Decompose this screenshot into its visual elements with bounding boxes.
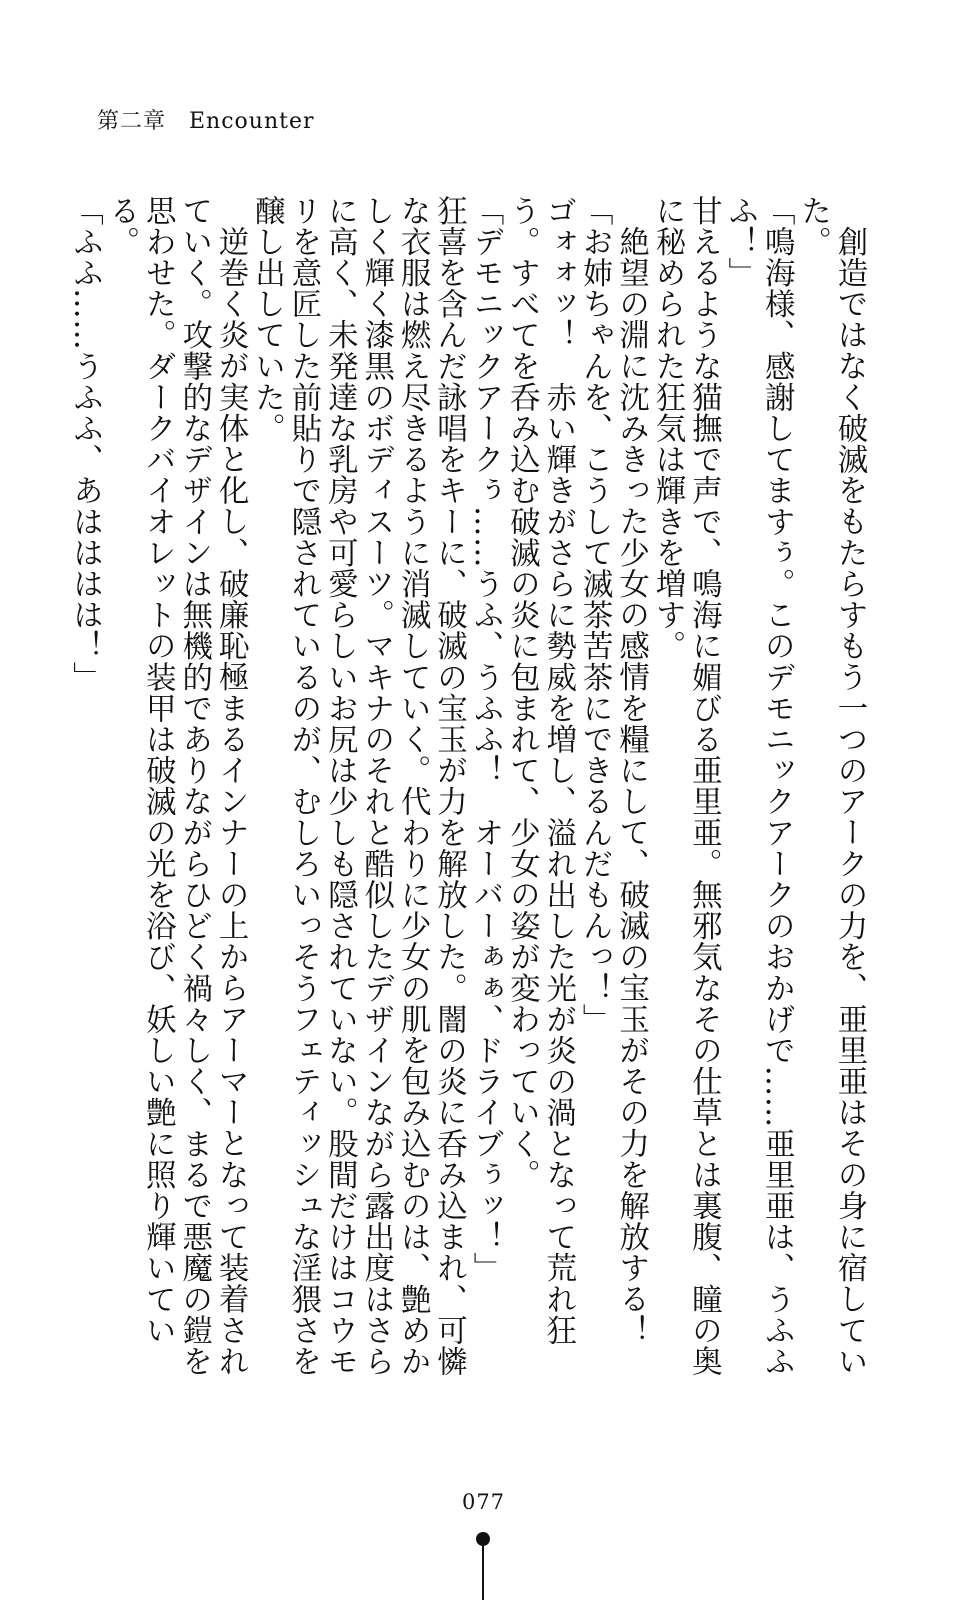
paragraph: ゴォォッ！ 赤い輝きがさらに勢威を増し、溢れ出した光が炎の渦となって荒れ狂う。すべてを呑み込む破滅の炎に包まれて、少女の姿が変わっていく。 bbox=[504, 195, 576, 1346]
folio-dot-ornament bbox=[476, 1532, 490, 1546]
folio-line-ornament bbox=[482, 1546, 484, 1600]
dialogue-line: 「鳴海様、感謝してますぅ。このデモニックアークのおかげで……亜里亜は、うふふふ！」 bbox=[722, 195, 795, 1377]
paragraph-continuation: 甘えるような猫撫で声で、鳴海に媚びる亜里亜。無邪気なその仕草とは裏腹、瞳の奥に秘められた狂気は輝きを増す。 bbox=[649, 195, 722, 1377]
running-head: 第二章 Encounter bbox=[97, 109, 315, 134]
paragraph: 逆巻く炎が実体と化し、破廉恥極まるインナーの上からアーマーとなって装着されていく。攻撃的なデザインは無機的でありながらひどく禍々しく、まるで悪魔の鎧を思わせた。ダークバイオレットの装甲は破滅の光を浴び、妖しい艶に照り輝いている。 bbox=[103, 195, 249, 1377]
dialogue-line: 「デモニックアークぅ……うふ、うふふ！ オーバーぁぁ、ドライブぅッ！」 bbox=[467, 195, 503, 1284]
paragraph: 絶望の淵に沈みきった少女の感情を糧にして、破滅の宝玉がその力を解放する！ bbox=[613, 225, 649, 1346]
dialogue-line: 「お姉ちゃんを、こうして滅茶苦茶にできるんだもんっ！」 bbox=[577, 195, 613, 1035]
paragraph: 狂喜を含んだ詠唱をキーに、破滅の宝玉が力を解放した。闇の炎に呑み込まれ、可憐な衣服は燃え尽きるように消滅していく。代わりに少女の肌を包み込むのは、艶めかしく輝く漆黒のボディスーツ。マキナのそれと酷似したデザインながら露出度はさらに高く、未発達な乳房や可愛らしいお尻は少しも隠されていない。股間だけはコウモリを意匠した前貼りで隠されているのが、むしろいっそうフェティッシュな淫猥さを醸し出していた。 bbox=[249, 195, 467, 1377]
dialogue-line: 「ふふ……うふふ、あはははは！」 bbox=[67, 195, 103, 693]
paragraph: 創造ではなく破滅をもたらすもう一つのアークの力を、亜里亜はその身に宿していた。 bbox=[795, 195, 867, 1377]
page-number: 077 bbox=[461, 1490, 506, 1514]
vertical-body-text bbox=[67, 195, 867, 1405]
